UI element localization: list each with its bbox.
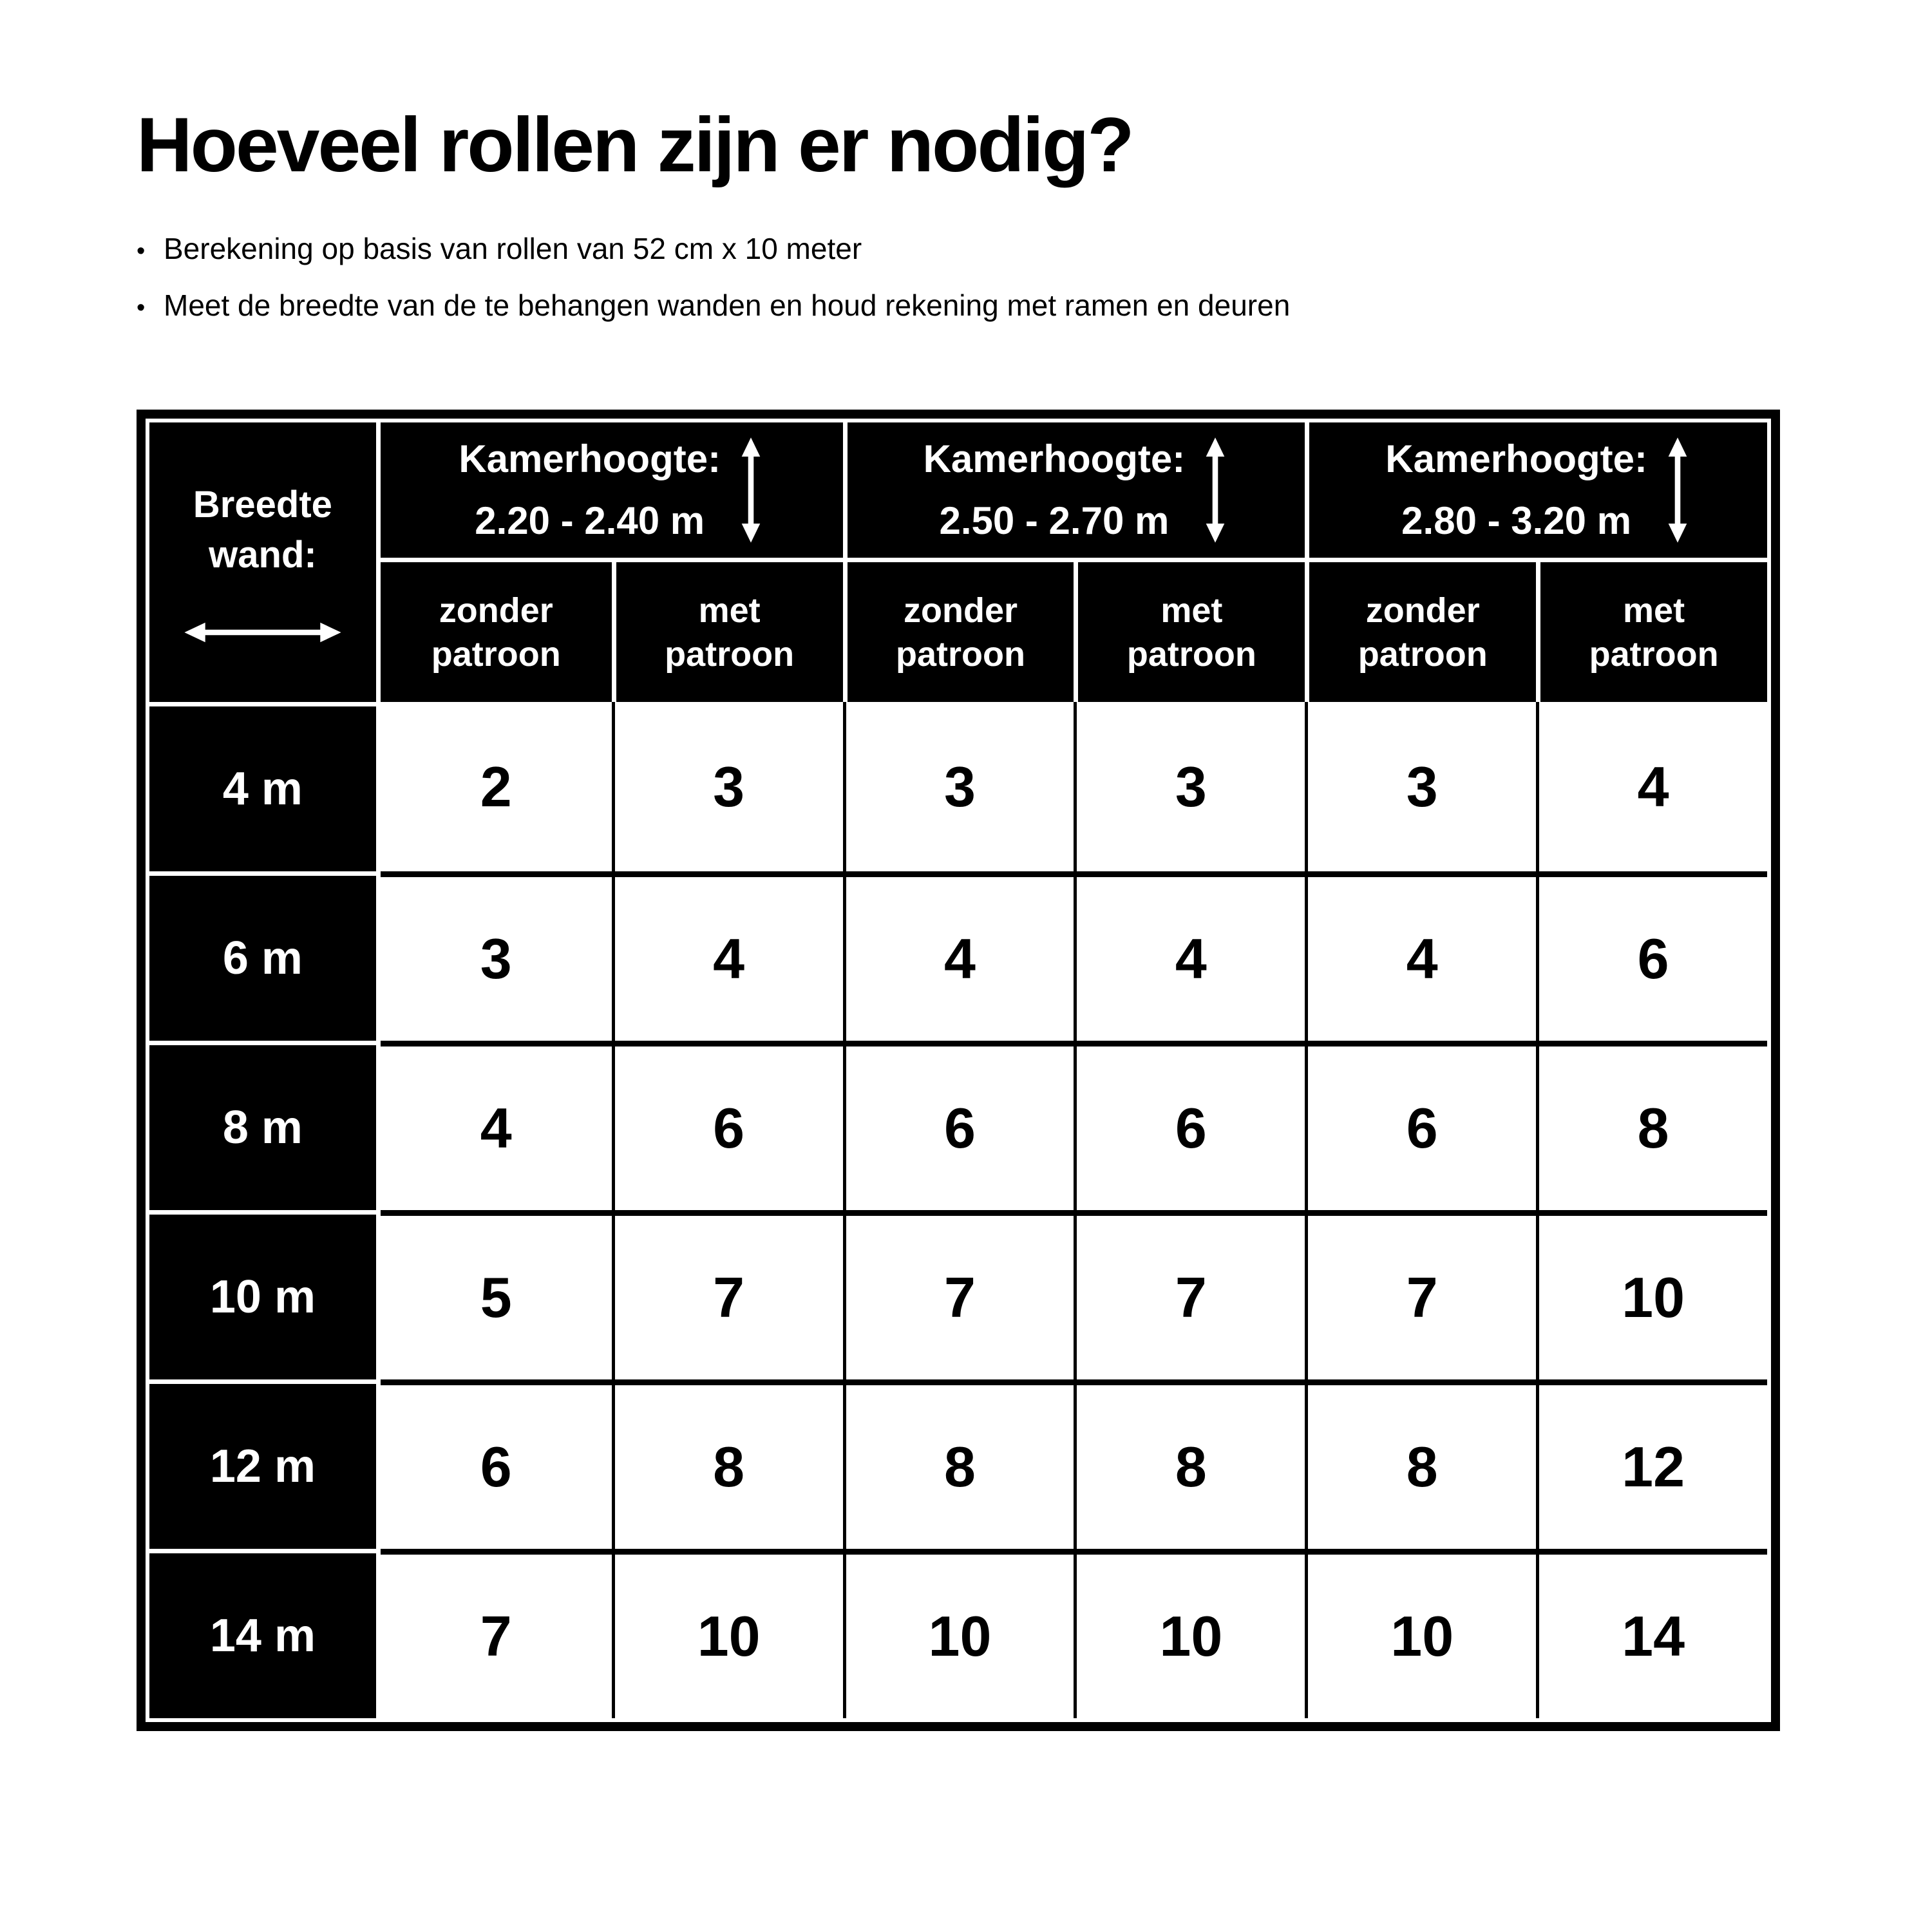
group-header-kamerhoogte-1 — [381, 422, 843, 558]
row-header-10m: 10 m — [149, 1210, 381, 1379]
data-cell: 3 — [843, 702, 1074, 871]
height-double-arrow-icon — [1664, 436, 1691, 544]
width-double-arrow-icon — [182, 620, 343, 645]
data-cell: 3 — [612, 702, 843, 871]
height-double-arrow-icon — [737, 436, 764, 544]
group-label: Kamerhoogte: — [1385, 437, 1647, 480]
bullet-list — [137, 231, 1932, 326]
corner-header-breedte-wand — [149, 422, 381, 702]
data-cell: 10 — [1074, 1549, 1305, 1718]
group-header-label — [923, 428, 1186, 552]
data-cell: 5 — [381, 1210, 612, 1379]
corner-label-line1: Breedte — [193, 484, 332, 526]
data-cell: 6 — [1305, 1041, 1536, 1210]
bullet-text: Meet de breedte van de te behangen wanden en houd rekening met ramen en deuren — [164, 289, 1291, 322]
page-title: Hoeveel rollen zijn er nodig? — [137, 102, 1133, 188]
data-cell: 10 — [1536, 1210, 1767, 1379]
bullet-item — [137, 231, 1932, 269]
data-cell: 4 — [381, 1041, 612, 1210]
group-header-label — [1385, 428, 1647, 552]
data-cell: 8 — [1305, 1379, 1536, 1549]
group-range: 2.20 - 2.40 m — [475, 499, 705, 542]
data-cell: 8 — [843, 1379, 1074, 1549]
subheader-label: met patroon — [1589, 591, 1719, 674]
row-header-8m: 8 m — [149, 1041, 381, 1210]
subheader-label: zonder patroon — [896, 591, 1025, 674]
data-cell: 8 — [1074, 1379, 1305, 1549]
bullet-dot-icon: • — [137, 294, 146, 321]
data-cell: 10 — [843, 1549, 1074, 1718]
rolls-needed-table — [137, 410, 1780, 1731]
group-range: 2.80 - 3.20 m — [1401, 499, 1632, 542]
subheader-met-patroon-2 — [1074, 558, 1305, 702]
data-cell: 3 — [1305, 702, 1536, 871]
bullet-text: Berekening op basis van rollen van 52 cm x 10 meter — [164, 232, 862, 265]
data-cell: 10 — [612, 1549, 843, 1718]
data-cell: 8 — [612, 1379, 843, 1549]
corner-header-label — [193, 480, 332, 580]
subheader-met-patroon-1 — [612, 558, 843, 702]
data-cell: 4 — [843, 871, 1074, 1041]
subheader-met-patroon-3 — [1536, 558, 1767, 702]
group-label: Kamerhoogte: — [923, 437, 1186, 480]
data-cell: 4 — [1305, 871, 1536, 1041]
data-cell: 7 — [1074, 1210, 1305, 1379]
corner-label-line2: wand: — [209, 534, 317, 576]
row-header-6m: 6 m — [149, 871, 381, 1041]
group-header-label — [459, 428, 721, 552]
group-label: Kamerhoogte: — [459, 437, 721, 480]
group-header-kamerhoogte-3 — [1305, 422, 1767, 558]
data-cell: 6 — [1074, 1041, 1305, 1210]
table-grid — [149, 422, 1767, 1718]
subheader-label: met patroon — [1126, 591, 1256, 674]
data-cell: 2 — [381, 702, 612, 871]
data-cell: 7 — [1305, 1210, 1536, 1379]
row-header-14m: 14 m — [149, 1549, 381, 1718]
data-cell: 12 — [1536, 1379, 1767, 1549]
data-cell: 10 — [1305, 1549, 1536, 1718]
bullet-item — [137, 287, 1932, 326]
group-header-kamerhoogte-2 — [843, 422, 1305, 558]
bullet-dot-icon: • — [137, 238, 146, 265]
data-cell: 6 — [612, 1041, 843, 1210]
subheader-label: zonder patroon — [431, 591, 561, 674]
data-cell: 4 — [1536, 702, 1767, 871]
subheader-zonder-patroon-1 — [381, 558, 612, 702]
subheader-zonder-patroon-2 — [843, 558, 1074, 702]
row-header-12m: 12 m — [149, 1379, 381, 1549]
data-cell: 4 — [1074, 871, 1305, 1041]
data-cell: 4 — [612, 871, 843, 1041]
data-cell: 6 — [381, 1379, 612, 1549]
row-header-4m: 4 m — [149, 702, 381, 871]
data-cell: 6 — [843, 1041, 1074, 1210]
data-cell: 3 — [1074, 702, 1305, 871]
subheader-label: met patroon — [665, 591, 795, 674]
data-cell: 6 — [1536, 871, 1767, 1041]
data-cell: 8 — [1536, 1041, 1767, 1210]
group-range: 2.50 - 2.70 m — [939, 499, 1170, 542]
data-cell: 7 — [612, 1210, 843, 1379]
subheader-zonder-patroon-3 — [1305, 558, 1536, 702]
data-cell: 7 — [381, 1549, 612, 1718]
data-cell: 3 — [381, 871, 612, 1041]
data-cell: 7 — [843, 1210, 1074, 1379]
subheader-label: zonder patroon — [1358, 591, 1488, 674]
data-cell: 14 — [1536, 1549, 1767, 1718]
height-double-arrow-icon — [1202, 436, 1229, 544]
